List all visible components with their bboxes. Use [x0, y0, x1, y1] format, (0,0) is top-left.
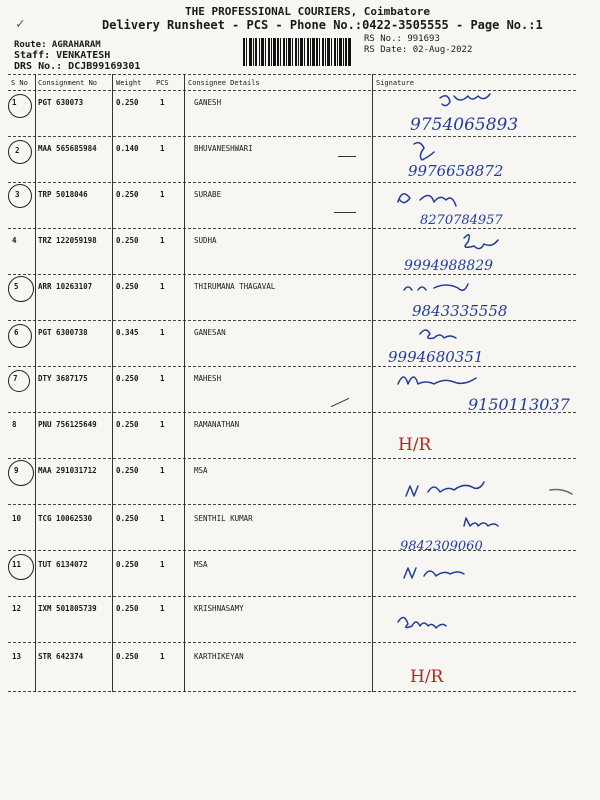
row-pcs: 1 [160, 282, 165, 291]
signature-note: 9976658872 [408, 162, 504, 180]
column-header-signature: Signature [376, 79, 414, 87]
signature-note: 9150113037 [468, 395, 570, 414]
row-weight: 0.250 [116, 374, 139, 383]
row-sno: 6 [14, 328, 19, 337]
runsheet-title: Delivery Runsheet - PCS - Phone No.:0422-3505555 - Page No.:1 [102, 18, 543, 32]
row-sno: 11 [12, 560, 22, 569]
row-weight: 0.250 [116, 604, 139, 613]
column-header-sno: S No [11, 79, 28, 87]
row-consignment: PGT 6300738 [38, 328, 88, 337]
signature-handwriting [380, 138, 576, 182]
row-sno: 3 [15, 190, 20, 199]
barcode-image [243, 38, 351, 66]
row-weight: 0.345 [116, 328, 139, 337]
row-consignee: THIRUMANA THAGAVAL [194, 282, 276, 291]
signature-note: 8270784957 [420, 213, 503, 228]
row-pcs: 1 [160, 420, 165, 429]
row-weight: 0.250 [116, 560, 139, 569]
signature-note: 9754065893 [410, 115, 519, 135]
signature-handwriting [380, 184, 576, 228]
row-consignee: GANESH [194, 98, 222, 107]
row-consignee: RAMANATHAN [194, 420, 240, 429]
row-consignee: GANESAN [194, 328, 226, 337]
row-sno: 13 [12, 652, 22, 661]
row-sno: 10 [12, 514, 22, 523]
row-consignment: ARR 10263107 [38, 282, 93, 291]
row-sno: 5 [14, 282, 19, 291]
rs-number: RS No.: 991693 [364, 34, 440, 44]
row-consignee: BHUVANESHWARI [194, 144, 253, 153]
row-pcs: 1 [160, 328, 165, 337]
runsheet-table [8, 74, 576, 692]
row-sno: 1 [12, 98, 17, 107]
row-consignment: PNU 756125649 [38, 420, 97, 429]
row-pcs: 1 [160, 514, 165, 523]
company-name: THE PROFESSIONAL COURIERS, Coimbatore [185, 5, 431, 18]
row-consignee: KRISHNASAMY [194, 604, 244, 613]
signature-handwriting [380, 516, 576, 560]
signature-note: 9842309060 [400, 539, 483, 554]
row-consignee: SUDHA [194, 236, 217, 245]
row-consignment: MAA 565685984 [38, 144, 97, 153]
row-pcs: 1 [160, 560, 165, 569]
row-consignment: IXM 501805739 [38, 604, 97, 613]
row-consignee: MAHESH [194, 374, 222, 383]
signature-handwriting [380, 324, 576, 368]
signature-handwriting [380, 230, 576, 274]
row-weight: 0.250 [116, 236, 139, 245]
row-pcs: 1 [160, 604, 165, 613]
row-pcs: 1 [160, 190, 165, 199]
row-sno: 8 [12, 420, 17, 429]
row-weight: 0.250 [116, 98, 139, 107]
signature-handwriting [380, 606, 576, 650]
column-header-consignee: Consignee Details [188, 79, 260, 87]
row-sno: 9 [14, 466, 19, 475]
row-sno: 12 [12, 604, 22, 613]
row-consignment: MAA 291031712 [38, 466, 97, 475]
drs-number: DRS No.: DCJB99169301 [14, 61, 141, 72]
row-consignment: TRZ 122059198 [38, 236, 97, 245]
row-consignment: TCG 10062530 [38, 514, 93, 523]
row-weight: 0.250 [116, 282, 139, 291]
row-consignee: SURABE [194, 190, 222, 199]
signature-note: 9843335558 [412, 302, 508, 320]
signature-handwriting [380, 468, 576, 512]
row-pcs: 1 [160, 236, 165, 245]
row-consignment: TUT 6134072 [38, 560, 88, 569]
column-header-pcs: PCS [156, 79, 169, 87]
signature-handwriting [380, 278, 576, 322]
check-mark-icon: ✓ [16, 16, 25, 32]
signature-handwriting [380, 562, 576, 606]
column-header-consignment: Consignment No [38, 79, 98, 87]
row-consignment: TRP 5018046 [38, 190, 88, 199]
row-weight: 0.250 [116, 652, 139, 661]
row-sno: 4 [12, 236, 17, 245]
row-weight: 0.140 [116, 144, 139, 153]
signature-handwriting [380, 422, 576, 466]
row-weight: 0.250 [116, 420, 139, 429]
signature-note: H/R [398, 435, 432, 455]
signature-handwriting [380, 654, 576, 698]
signature-note: 9994680351 [388, 348, 484, 366]
row-consignee: SENTHIL KUMAR [194, 514, 253, 523]
row-pcs: 1 [160, 466, 165, 475]
staff-label: Staff: VENKATESH [14, 50, 111, 61]
row-sno: 7 [13, 374, 18, 383]
signature-note: 9994988829 [404, 258, 494, 274]
signature-note: H/R [410, 667, 444, 687]
row-sno: 2 [15, 146, 20, 155]
row-weight: 0.250 [116, 466, 139, 475]
row-weight: 0.250 [116, 190, 139, 199]
column-header-weight: Weight [116, 79, 142, 87]
rs-date: RS Date: 02-Aug-2022 [364, 45, 473, 55]
route-label: Route: AGRAHARAM [14, 40, 101, 50]
signature-handwriting [380, 370, 576, 414]
row-consignee: MSA [194, 466, 208, 475]
row-consignment: PGT 630073 [38, 98, 84, 107]
row-consignee: MSA [194, 560, 208, 569]
row-consignment: DTY 3687175 [38, 374, 88, 383]
row-consignment: STR 642374 [38, 652, 84, 661]
row-pcs: 1 [160, 144, 165, 153]
row-consignee: KARTHIKEYAN [194, 652, 244, 661]
signature-handwriting [380, 92, 576, 136]
row-pcs: 1 [160, 98, 165, 107]
row-pcs: 1 [160, 374, 165, 383]
row-pcs: 1 [160, 652, 165, 661]
row-weight: 0.250 [116, 514, 139, 523]
